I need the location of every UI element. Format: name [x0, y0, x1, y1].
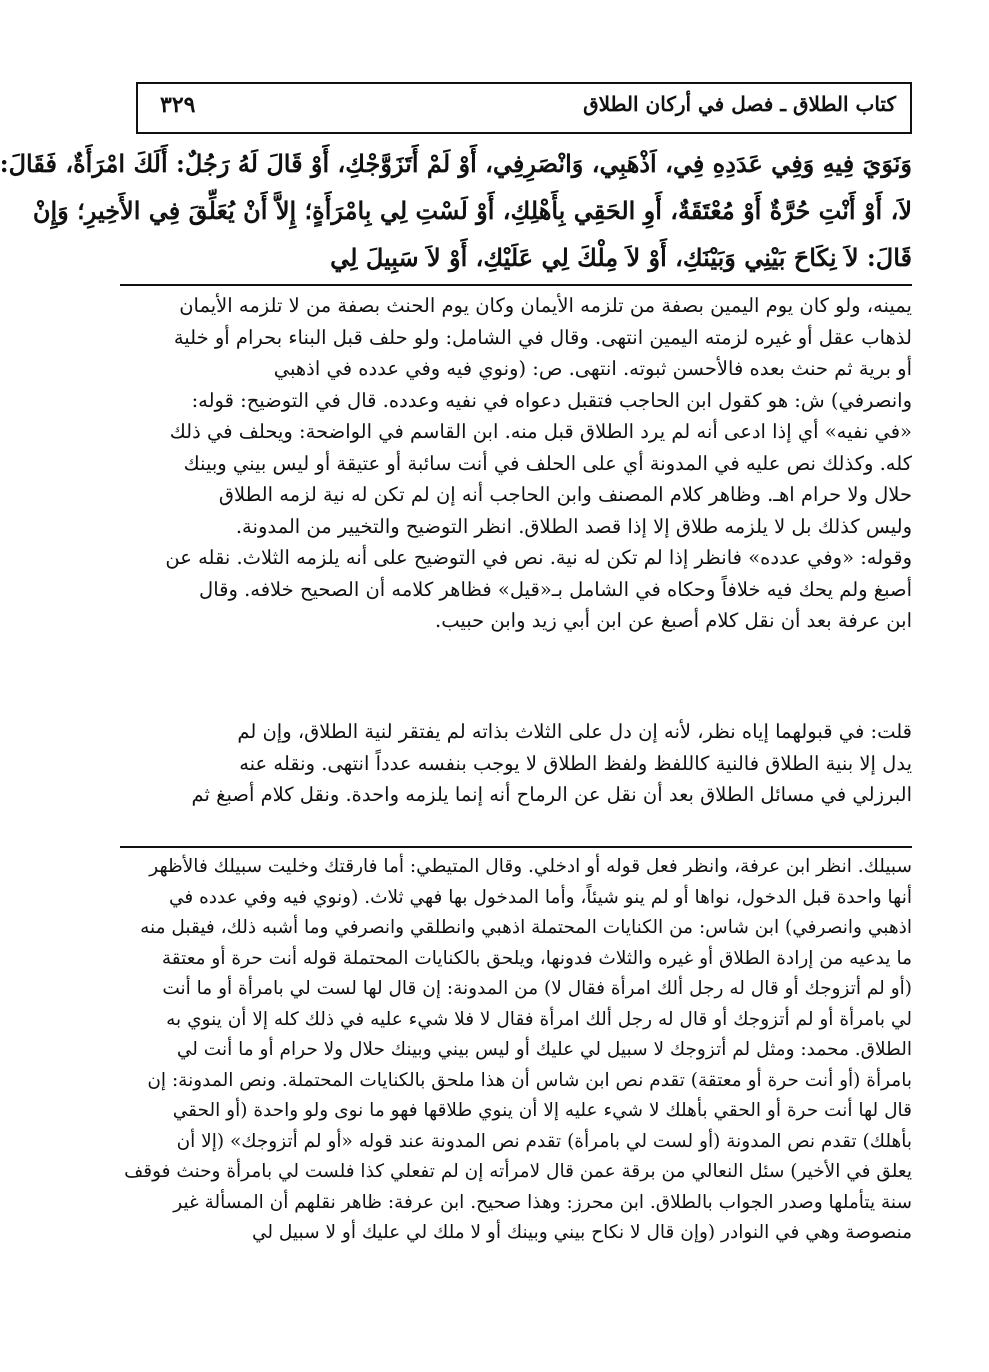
footnote-line: منصوصة وهي في النوادر (وإن قال لا نكاح بيني وبينك أو لا ملك لي عليك أو لا سبيل لي	[251, 1222, 912, 1243]
footnote-line: ما يدعيه من إرادة الطلاق أو غيره والثلاث فدونها، ويلحق بالكنايات المحتملة قوله أنت حرة أو معتقة	[161, 947, 912, 969]
footnote-line: الطلاق. محمد: ومثل لم أتزوجك لا سبيل لي عليك أو ليس بيني وبينك حلال ولا حرام أو ما أنت لي	[176, 1039, 912, 1060]
text-line: قلت: في قبولهما إياه نظر، لأنه إن دل على الثلاث بذاته لم يفتقر لنية الطلاق، وإن لم	[237, 720, 912, 743]
header-title: كتاب الطلاق ـ فصل في أركان الطلاق	[583, 92, 896, 116]
matn-line: قَالَ: لاَ نِكَاحَ بَيْنِي وَبَيْنَكِ، أَوْ لاَ مِلْكَ لِي عَلَيْكِ، أَوْ لاَ سَبِيلَ لِي	[330, 243, 912, 272]
text-line: أو برية ثم حنث بعده فالأحسن ثبوته. انتهى. ص: (ونوي فيه وفي عدده في اذهبي	[273, 357, 912, 380]
divider-rule	[120, 284, 912, 286]
matn-line: وَنَوَيَ فِيهِ وَفِي عَدَدِهِ فِي، اَذْهَبِي، وَانْصَرِفِي، أَوْ لَمْ أَتَزَوَّجْكِ، أَوْ قَالَ لَهُ رَجُلٌ: أَلَكَ امْرَأَةٌ، فَقَالَ:	[0, 149, 912, 178]
footnote-line: أنها واحدة قبل الدخول، نواها أو لم ينو شيئاً، وأما المدخول بها فهي ثلاث. (ونوي فيه وفي عدده في	[168, 886, 912, 908]
footnote-line: سبيلك. انظر ابن عرفة، وانظر فعل قوله أو ادخلي. وقال المتيطي: أما فارقتك وخليت سبيلك فالأظهر	[149, 856, 912, 877]
text-line: «في نفيه» أي إذا ادعى أنه لم يرد الطلاق قبل منه. ابن القاسم في الواضحة: ويحلف في ذلك	[169, 420, 912, 443]
footnote-line: قال لها أنت حرة أو الحقي بأهلك لا شيء عليه إلا أن ينوي طلاقها فهو ما نوى ولو واحدة (أو الحقي	[172, 1100, 912, 1121]
text-line: وقوله: «وفي عدده» فانظر إذا لم تكن له نية. نص في التوضيح على أنه يلزمه الثلاث. نقله عن	[165, 546, 912, 569]
text-line: وانصرفي) ش: هو كقول ابن الحاجب فتقبل دعواه في نفيه وعدده. قال في التوضيح: قوله:	[191, 388, 912, 412]
text-line: يمينه، ولو كان يوم اليمين بصفة من تلزمه الأيمان وكان يوم الحنث بصفة من لا تلزمه الأيمان	[179, 294, 912, 317]
text-line: حلال ولا حرام اهـ. وظاهر كلام المصنف وابن الحاجب أنه إن لم تكن له نية لزمه الطلاق	[218, 483, 912, 506]
text-line: يدل إلا بنية الطلاق فالنية كاللفظ ولفظ الطلاق لا يوجب بنفسه عدداً انتهى. ونقله عنه	[239, 751, 912, 775]
footnote-line: لي بامرأة أو لم أتزوجك أو قال له رجل ألك امرأة فقال لا فلا شيء عليه في ذلك كله إلا أن ينوي به	[166, 1008, 912, 1030]
footnote-line: (أو لم أتزوجك أو قال له رجل ألك امرأة فقال لا) من المدونة: إن قال لها لست لي بامرأة أو ما أنت	[162, 978, 912, 999]
commentary-paragraph-2	[120, 716, 912, 811]
footnote-divider	[120, 846, 912, 848]
text-line: كله. وكذلك نص عليه في المدونة أي على الحلف في أنت سائبة أو عتيقة أو ليس بيني وبينك	[183, 451, 912, 475]
text-line: وليس كذلك بل لا يلزمه طلاق إلا إذا قصد الطلاق. انظر التوضيح والتخيير من المدونة.	[235, 514, 912, 538]
footnote-line: بأهلك) تقدم نص المدونة (أو لست لي بامرأة) تقدم نص المدونة عند قوله «أو لم أتزوجك» (إلا أن	[176, 1130, 912, 1152]
text-line: ابن عرفة بعد أن نقل كلام أصبغ عن ابن أبي زيد وابن حبيب.	[435, 609, 912, 632]
text-line: البرزلي في مسائل الطلاق بعد أن نقل عن الرماح أنه إنما يلزمه واحدة. ونقل كلام أصبغ ثم	[191, 783, 912, 806]
footnote-line: يعلق في الأخير) سئل النعالي من برقة عمن قال لامرأته إن لم تفعلي كذا فلست لي بامرأة وحنث فوقف	[124, 1161, 912, 1182]
matn-text	[0, 140, 912, 281]
page-number: ٣٢٩	[160, 92, 196, 118]
footnote-line: اذهبي وانصرفي) ابن شاس: من الكنايات المحتملة اذهبي وانطلقي وانصرفي وما أشبه ذلك، فيقبل منه	[140, 917, 912, 938]
text-line: لذهاب عقل أو غيره لزمته اليمين انتهى. وقال في الشامل: ولو حلف قبل البناء بحرام أو خلية	[173, 325, 912, 349]
text-line: أصبغ ولم يحك فيه خلافاً وحكاه في الشامل بـ«قيل» فظاهر كلامه أن الصحيح خلافه. وقال	[199, 577, 912, 601]
footnote-section	[120, 852, 912, 1249]
commentary-paragraph-1	[120, 290, 912, 637]
footnote-line: بامرأة (أو أنت حرة أو معتقة) تقدم نص ابن شاس أن هذا ملحق بالكنايات المحتملة. ونص المدونة: إن	[147, 1069, 912, 1091]
matn-line: لاَ، أَوْ أَنْتِ حُرَّةٌ أَوْ مُعْتَقَةٌ، أَوِ الحَقِي بِأَهْلِكِ، أَوْ لَسْتِ لِي بِامْرَأَةٍ؛ إِلاَّ أَنْ يُعَلِّقَ فِي الأَخِيرِ؛ وَإِنْ	[32, 196, 912, 225]
footnote-line: سنة يتأملها وصدر الجواب بالطلاق. ابن محرز: وهذا صحيح. ابن عرفة: ظاهر نقلهم أن المسألة غير	[173, 1191, 912, 1213]
running-header	[136, 82, 912, 134]
